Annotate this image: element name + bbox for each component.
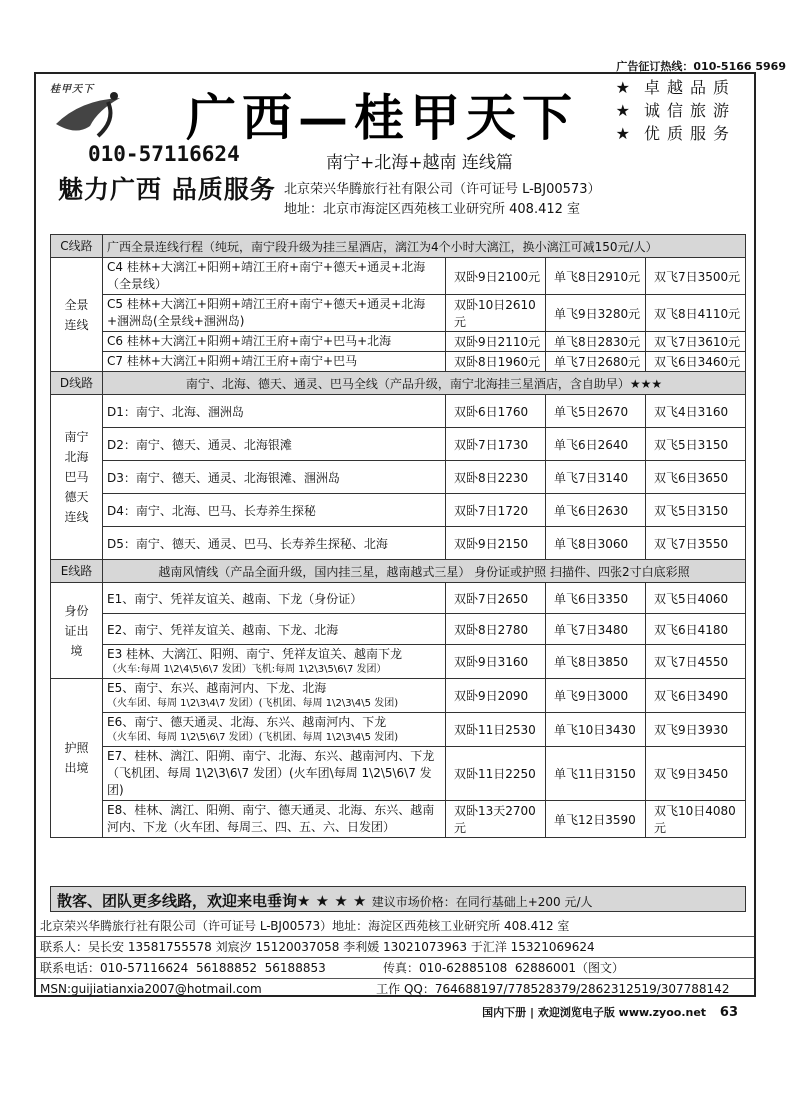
price-double-sleeper: 双卧9日2150 [446,527,546,560]
price-double-sleeper: 双卧9日2110元 [446,332,546,352]
price-double-flight: 双飞5日4060 [646,583,746,614]
feature-list [616,76,736,145]
agency-name: 北京荣兴华腾旅行社有限公司（许可证号 L-BJ00573） [284,182,601,197]
footer-main: 散客、团队更多线路，欢迎来电垂询★ ★ ★ ★ [57,892,367,910]
feature-item: ★优质服务 [615,124,736,143]
price-double-flight: 双飞6日3490 [646,679,746,713]
price-double-sleeper: 双卧9日2100元 [446,258,546,295]
contact-line: MSN:guijiatianxia2007@hotmail.com 工作 QQ：764688197/778528379/2862312519/307788142 [40,982,730,996]
section-desc-d: 南宁、北海、德天、通灵、巴马全线（产品升级，南宁北海挂三星酒店，含自助早）★★★ [103,372,746,395]
price-double-flight: 双飞6日3650 [646,461,746,494]
price-double-sleeper: 双卧9日3160 [446,645,546,679]
footer-text: 国内下册 | 欢迎浏览电子版 www.zyoo.net [482,1006,707,1019]
schedule-note: （火车团、每周 1\2\5\6\7 发团）(飞机团、每周 1\2\3\4\5 发团) [107,732,399,743]
price-double-flight: 双飞5日3150 [646,428,746,461]
group-label-passport: 护照出境 [51,679,103,838]
route-cell: C5 桂林+大漓江+阳朔+靖江王府+南宁+德天+通灵+北海+涠洲岛(全景线+涠洲岛) [103,295,446,332]
price-single-flight: 单飞7日3480 [546,614,646,645]
price-single-flight: 单飞9日3280元 [546,295,646,332]
feature-item: ★诚信旅游 [615,101,736,120]
price-single-flight: 单飞8日2830元 [546,332,646,352]
route-cell: E6、南宁、德天通灵、北海、东兴、越南河内、下龙 （火车团、每周 1\2\5\6\7 发团）(飞机团、每周 1\2\3\4\5 发团) [103,713,446,747]
price-double-sleeper: 双卧7日2650 [446,583,546,614]
price-double-sleeper: 双卧7日1720 [446,494,546,527]
feature-item: ★卓越品质 [615,78,736,97]
price-double-flight: 双飞6日4180 [646,614,746,645]
route-cell: D4：南宁、北海、巴马、长寿养生探秘 [103,494,446,527]
section-desc-c: 广西全景连线行程（纯玩，南宁段升级为挂三星酒店，漓江为4个小时大漓江，换小漓江可减150元/人） [103,235,746,258]
price-double-sleeper: 双卧11日2530 [446,713,546,747]
price-double-sleeper: 双卧13天2700元 [446,801,546,838]
price-double-flight: 双飞9日3450 [646,747,746,801]
route-cell: D2：南宁、德天、通灵、北海银滩 [103,428,446,461]
price-double-flight: 双飞8日4110元 [646,295,746,332]
slogan: 魅力广西 品质服务 [58,175,276,204]
price-single-flight: 单飞5日2670 [546,395,646,428]
price-double-flight: 双飞10日4080元 [646,801,746,838]
price-single-flight: 单飞8日3060 [546,527,646,560]
price-double-flight: 双飞7日3500元 [646,258,746,295]
route-cell: C6 桂林+大漓江+阳朔+靖江王府+南宁+巴马+北海 [103,332,446,352]
group-label-c: 全景连线 [51,258,103,372]
price-double-flight: 双飞7日3550 [646,527,746,560]
price-single-flight: 单飞9日3000 [546,679,646,713]
section-label-c: C线路 [51,235,103,258]
logo-text: 桂甲天下 [50,84,94,95]
route-cell: D3：南宁、德天、通灵、北海银滩、涠洲岛 [103,461,446,494]
price-single-flight: 单飞11日3150 [546,747,646,801]
section-label-d: D线路 [51,372,103,395]
price-suggestion: 建议市场价格：在同行基础上+200 元/人 [371,895,593,909]
route-cell: E1、南宁、凭祥友谊关、越南、下龙（身份证） [103,583,446,614]
price-single-flight: 单飞7日3140 [546,461,646,494]
route-cell: C4 桂林+大漓江+阳朔+靖江王府+南宁+德天+通灵+北海（全景线） [103,258,446,295]
route-table [50,234,746,838]
footer-bar [50,886,746,912]
contact-line: 联系人：吴长安 13581755578 刘宸汐 15120037058 李利媛 13021073963 于汇洋 15321069624 [36,937,754,958]
price-double-sleeper: 双卧10日2610 元 [446,295,546,332]
phone-number: 010-57116624 [88,142,240,166]
group-label-id-card: 身份证出境 [51,583,103,679]
price-double-sleeper: 双卧11日2250 [446,747,546,801]
route-title: 南宁+北海+越南 连线篇 [326,153,513,173]
route-cell: E2、南宁、凭祥友谊关、越南、下龙、北海 [103,614,446,645]
schedule-note: （火车:每周 1\2\4\5\6\7 发团）飞机:每周 1\2\3\5\6\7 发团） [107,664,387,675]
star-icon: ★ [615,124,644,143]
route-cell: E8、桂林、漓江、阳朔、南宁、德天通灵、北海、东兴、越南河内、下龙（火车团、每周三、四、五、六、日发团） [103,801,446,838]
route-cell: E3 桂林、大漓江、阳朔、南宁、凭祥友谊关、越南下龙 （火车:每周 1\2\4\5\6\7 发团）飞机:每周 1\2\3\5\6\7 发团） [103,645,446,679]
price-double-sleeper: 双卧8日2780 [446,614,546,645]
route-cell: E7、桂林、漓江、阳朔、南宁、北海、东兴、越南河内、下龙（飞机团、每周 1\2\3\6\7 发团）(火车团\每周 1\2\5\6\7 发团) [103,747,446,801]
price-double-sleeper: 双卧6日1760 [446,395,546,428]
price-double-flight: 双飞6日3460元 [646,352,746,372]
price-single-flight: 单飞10日3430 [546,713,646,747]
price-double-flight: 双飞7日4550 [646,645,746,679]
price-single-flight: 单飞8日2910元 [546,258,646,295]
price-double-sleeper: 双卧7日1730 [446,428,546,461]
star-icon: ★ [615,101,644,120]
route-cell: D1：南宁、北海、涠洲岛 [103,395,446,428]
page-number: 63 [719,1005,738,1020]
contact-block [36,916,754,1000]
price-single-flight: 单飞12日3590 [546,801,646,838]
star-icon: ★ [615,78,644,97]
ad-hotline: 广告征订热线：010-5166 5969 [616,60,786,73]
price-double-sleeper: 双卧9日2090 [446,679,546,713]
price-single-flight: 单飞6日3350 [546,583,646,614]
section-label-e: E线路 [51,560,103,583]
group-label-d: 南宁北海巴马德天连线 [51,395,103,560]
price-double-flight: 双飞7日3610元 [646,332,746,352]
contact-line: 北京荣兴华腾旅行社有限公司（许可证号 L-BJ00573）地址：海淀区西苑核工业研究所 408.412 室 [36,916,754,937]
page-footer [482,1004,738,1020]
price-double-sleeper: 双卧8日2230 [446,461,546,494]
price-single-flight: 单飞8日3850 [546,645,646,679]
price-double-flight: 双飞4日3160 [646,395,746,428]
route-cell: C7 桂林+大漓江+阳朔+靖江王府+南宁+巴马 [103,352,446,372]
price-single-flight: 单飞6日2630 [546,494,646,527]
route-cell: E5、南宁、东兴、越南河内、下龙、北海 （火车团、每周 1\2\3\4\7 发团）(飞机团、每周 1\2\3\4\5 发团) [103,679,446,713]
price-double-flight: 双飞9日3930 [646,713,746,747]
schedule-note: （火车团、每周 1\2\3\4\7 发团）(飞机团、每周 1\2\3\4\5 发团) [107,698,399,709]
contact-line: 联系电话：010-57116624 56188852 56188853 传真：010-62885108 62886001（图文） [36,958,754,979]
price-double-sleeper: 双卧8日1960元 [446,352,546,372]
route-cell: D5：南宁、德天、通灵、巴马、长寿养生探秘、北海 [103,527,446,560]
ad-frame [34,72,756,997]
price-double-flight: 双飞5日3150 [646,494,746,527]
section-desc-e: 越南风情线（产品全面升级，国内挂三星，越南越式三星） 身份证或护照 扫描件、四张2寸白底彩照 [103,560,746,583]
agency-address: 地址：北京市海淀区西苑核工业研究所 408.412 室 [284,202,581,217]
brand-logo [50,80,134,142]
price-single-flight: 单飞6日2640 [546,428,646,461]
main-title: 广西—桂甲天下 [186,88,578,147]
price-single-flight: 单飞7日2680元 [546,352,646,372]
